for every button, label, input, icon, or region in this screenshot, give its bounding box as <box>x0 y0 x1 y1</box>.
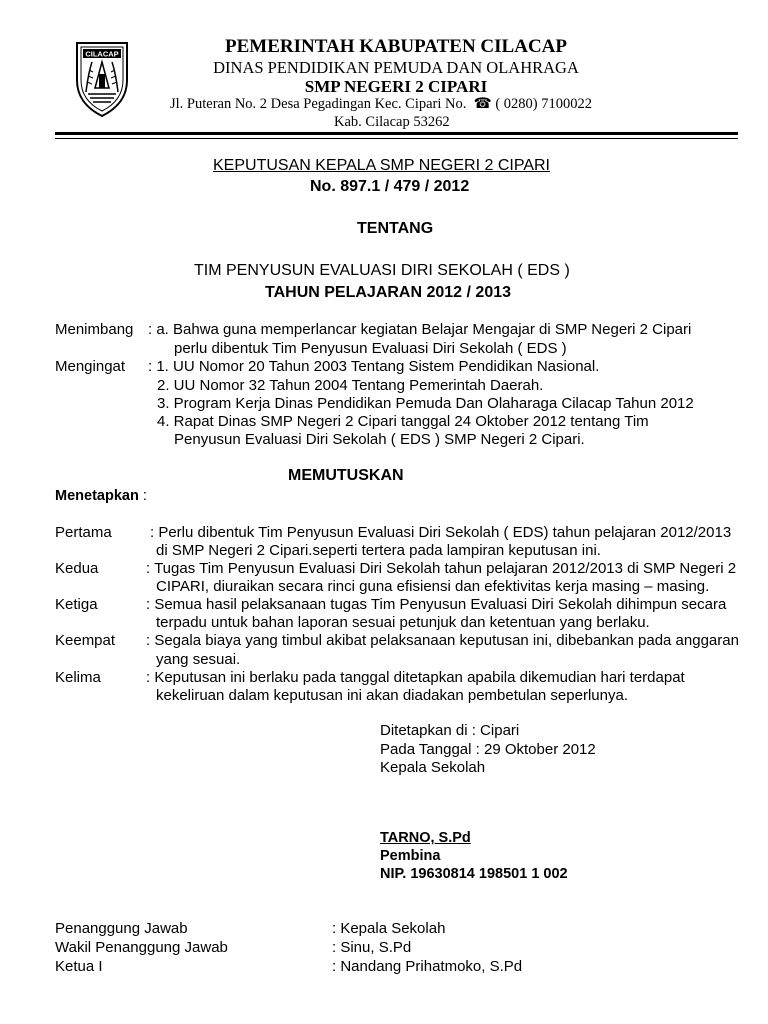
decree-subject-1: TIM PENYUSUN EVALUASI DIRI SEKOLAH ( EDS ) <box>194 262 570 279</box>
decree-number: No. 897.1 / 479 / 2012 <box>310 178 470 195</box>
decision-label: Keempat <box>55 632 116 649</box>
letterhead-divider-thin <box>55 138 738 139</box>
signature-place: Ditetapkan di : Cipari <box>380 722 520 739</box>
phone-number: ( 0280) 7100022 <box>495 96 592 112</box>
decree-title: KEPUTUSAN KEPALA SMP NEGERI 2 CIPARI <box>213 157 550 174</box>
considering-line-2: perlu dibentuk Tim Penyusun Evaluasi Diri Sekolah ( EDS ) <box>174 340 567 357</box>
decision-line-1: : Semua hasil pelaksanaan tugas Tim Penyusun Evaluasi Diri Sekolah dihimpun secara <box>146 596 727 613</box>
government-name: PEMERINTAH KABUPATEN CILACAP <box>224 36 567 57</box>
appendix-value: : Sinu, S.Pd <box>332 939 412 956</box>
recalling-item-4: 4. Rapat Dinas SMP Negeri 2 Cipari tanggal 24 Oktober 2012 tentang Tim <box>157 413 649 430</box>
decision-line-2: kekeliruan dalam keputusan ini akan diadakan pembetulan seperlunya. <box>156 687 628 704</box>
recalling-item-4-cont: Penyusun Evaluasi Diri Sekolah ( EDS ) SMP Negeri 2 Cipari. <box>174 431 585 448</box>
establish-text: Menetapkan <box>55 488 139 504</box>
recalling-label: Mengingat <box>55 358 126 375</box>
considering-label: Menimbang <box>55 321 134 338</box>
decision-line-2: yang sesuai. <box>156 651 241 668</box>
school-address <box>170 95 592 113</box>
decision-line-1: : Keputusan ini berlaku pada tanggal ditetapkan apabila dikemudian hari terdapat <box>146 669 685 686</box>
decision-line-2: CIPARI, diuraikan secara rinci guna efisiensi dan efektivitas kerja masing – masing. <box>156 578 710 595</box>
decision-label: Kelima <box>55 669 101 686</box>
recalling-item-1: : 1. UU Nomor 20 Tahun 2003 Tentang Sistem Pendidikan Nasional. <box>148 358 600 375</box>
recalling-item-3: 3. Program Kerja Dinas Pendidikan Pemuda Dan Olaharaga Cilacap Tahun 2012 <box>157 395 694 412</box>
logo-text: CILACAP <box>85 49 119 59</box>
department-name: DINAS PENDIDIKAN PEMUDA DAN OLAHRAGA <box>213 58 579 77</box>
address-text: Jl. Puteran No. 2 Desa Pegadingan Kec. Cipari No. <box>170 96 467 112</box>
decision-label: Ketiga <box>55 596 98 613</box>
signature-date: Pada Tanggal : 29 Oktober 2012 <box>380 741 596 758</box>
recalling-item-2: 2. UU Nomor 32 Tahun 2004 Tentang Pemerintah Daerah. <box>157 377 544 394</box>
decision-label: Pertama <box>55 524 112 541</box>
decision-line-1: : Segala biaya yang timbul akibat pelaksanaan keputusan ini, dibebankan pada anggaran <box>146 632 739 649</box>
school-name: SMP NEGERI 2 CIPARI <box>304 77 488 96</box>
appendix-value: : Kepala Sekolah <box>332 920 446 937</box>
signatory-name: TARNO, S.Pd <box>380 830 471 846</box>
appendix-role: Ketua I <box>55 958 103 975</box>
appendix-role: Penanggung Jawab <box>55 920 188 937</box>
establish-colon: : <box>138 488 147 504</box>
decision-line-1: : Tugas Tim Penyusun Evaluasi Diri Sekolah tahun pelajaran 2012/2013 di SMP Negeri 2 <box>146 560 737 577</box>
appendix-role: Wakil Penanggung Jawab <box>55 939 228 956</box>
signature-position: Kepala Sekolah <box>380 759 486 776</box>
decision-line-2: terpadu untuk bahan laporan sesuai petunjuk dan ketentuan yang berlaku. <box>156 614 650 631</box>
school-city: Kab. Cilacap 53262 <box>334 114 450 130</box>
decree-subject-2: TAHUN PELAJARAN 2012 / 2013 <box>265 284 512 301</box>
letterhead-divider-thick <box>55 132 738 135</box>
decision-line-2: di SMP Negeri 2 Cipari.seperti tertera pada lampiran keputusan ini. <box>156 542 601 559</box>
telephone-icon: ☎ <box>470 96 492 112</box>
signatory-nip: NIP. 19630814 198501 1 002 <box>380 866 568 882</box>
decision-label: Kedua <box>55 560 99 577</box>
establish-label <box>55 487 147 505</box>
decision-line-1: : Perlu dibentuk Tim Penyusun Evaluasi Diri Sekolah ( EDS) tahun pelajaran 2012/2013 <box>150 524 732 541</box>
appendix-value: : Nandang Prihatmoko, S.Pd <box>332 958 523 975</box>
decree-about: TENTANG <box>357 220 434 237</box>
considering-line-1: : a. Bahwa guna memperlancar kegiatan Belajar Mengajar di SMP Negeri 2 Cipari <box>148 321 692 338</box>
signatory-rank: Pembina <box>380 848 441 864</box>
decides-heading: MEMUTUSKAN <box>288 467 404 484</box>
